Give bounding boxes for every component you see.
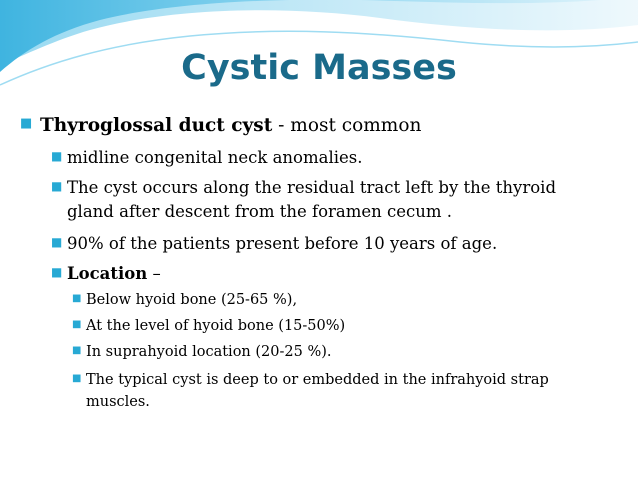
bullet-text: 90% of the patients present before 10 years of age. <box>67 234 498 253</box>
bullet-item-midline <box>51 148 363 167</box>
bullet-item-location <box>51 264 161 283</box>
bullet-text: gland after descent from the foramen cecum . <box>67 202 453 221</box>
slide-title: Cystic Masses <box>181 48 457 88</box>
bullet-text: – <box>147 264 161 283</box>
bullet-item-ninety-percent <box>51 234 498 253</box>
bullet-icon: ■ <box>72 373 82 384</box>
bullet-icon: ■ <box>51 235 63 249</box>
bullet-icon: ■ <box>72 345 82 356</box>
bullet-item-residual-tract <box>51 178 557 197</box>
bullet-item-thyroglossal <box>20 115 422 136</box>
bullet-text: In suprahyoid location (20-25 %). <box>86 344 332 360</box>
bullet-icon: ■ <box>51 149 63 163</box>
bullet-continuation <box>86 394 150 410</box>
bullet-item-suprahyoid <box>72 344 332 360</box>
bullet-item-below-hyoid <box>72 292 298 308</box>
bullet-icon: ■ <box>72 293 82 304</box>
bullet-text: The cyst occurs along the residual tract left by the thyroid <box>67 178 557 197</box>
bullet-text: At the level of hyoid bone (15-50%) <box>86 318 346 334</box>
bullet-bold-text: Thyroglossal duct cyst <box>40 115 273 136</box>
bullet-continuation <box>67 202 452 221</box>
bullet-text: muscles. <box>86 394 150 410</box>
bullet-item-typical-cyst <box>72 372 549 388</box>
bullet-bold-text: Location <box>67 264 148 283</box>
bullet-icon: ■ <box>20 116 33 131</box>
bullet-text: Below hyoid bone (25-65 %), <box>86 292 298 308</box>
bullet-icon: ■ <box>51 179 63 193</box>
bullet-text: - most common <box>272 115 422 136</box>
bullet-item-level-hyoid <box>72 318 346 334</box>
bullet-icon: ■ <box>72 319 82 330</box>
bullet-icon: ■ <box>51 265 63 279</box>
bullet-text: The typical cyst is deep to or embedded in the infrahyoid strap <box>86 372 549 388</box>
bullet-text: midline congenital neck anomalies. <box>67 148 363 167</box>
